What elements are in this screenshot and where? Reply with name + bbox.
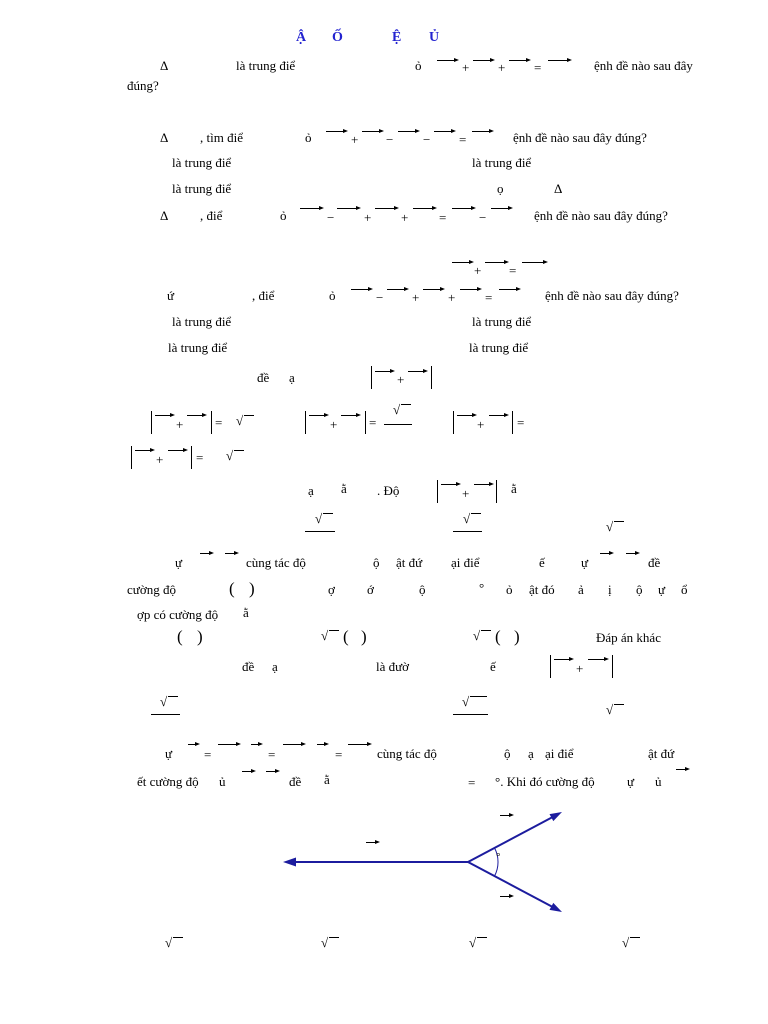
sqrt-symbol: √: [321, 628, 329, 643]
vector-arrow-icon: [188, 742, 200, 747]
text-fragment: ật đứ: [648, 746, 675, 761]
plus-sign: +: [364, 210, 372, 225]
vector-arrow-icon: [434, 129, 456, 134]
plus-sign: +: [412, 290, 420, 305]
vector-arrow-icon: [522, 260, 548, 265]
plus-sign: +: [156, 452, 164, 467]
abs-bar-left: [371, 366, 372, 389]
equals-sign: =: [439, 210, 447, 225]
sqrt-symbol: √: [226, 448, 234, 463]
text-fragment: ằ: [324, 772, 330, 787]
fraction-bar: [151, 714, 180, 715]
paren-close: ): [249, 579, 255, 598]
answer-option-text: là trung điể: [168, 340, 228, 355]
arrowhead-lower: [550, 903, 563, 912]
vector-arrow-icon: [341, 413, 361, 418]
text-fragment: , tìm điể: [200, 130, 243, 145]
vector-arrow-icon: [452, 260, 474, 265]
text-fragment: ự: [627, 774, 635, 789]
vector-arrow-icon: [200, 551, 214, 556]
abs-bar-left: [151, 411, 152, 434]
answer-option-text: là trung điể: [469, 340, 529, 355]
text-fragment: ự: [581, 555, 589, 570]
vector-arrow-icon: [242, 769, 256, 774]
text-fragment: ứ: [167, 288, 175, 303]
vector-arrow-icon: [408, 369, 428, 374]
equals-sign: =: [534, 60, 542, 75]
plus-sign: +: [462, 486, 470, 501]
plus-sign: +: [330, 417, 338, 432]
vector-arrow-icon: [135, 448, 155, 453]
arrowhead-upper: [550, 812, 563, 821]
text-fragment: ằ: [243, 605, 249, 620]
triangle-symbol: Δ: [160, 130, 169, 145]
answer-option-text: là trung điể: [172, 181, 232, 196]
vector-arrow-icon: [398, 129, 420, 134]
minus-sign: −: [423, 132, 431, 147]
minus-sign: −: [386, 132, 394, 147]
equals-sign: =: [509, 263, 517, 278]
vector-arrow-icon: [554, 657, 574, 662]
equals-sign: =: [335, 747, 343, 762]
text-fragment: ự: [165, 746, 173, 761]
degree-symbol: °: [479, 580, 485, 595]
fraction-bar: [305, 531, 335, 532]
vector-arrow-icon: [351, 287, 373, 292]
vector-arrow-icon: [460, 287, 482, 292]
paren-close: ): [361, 627, 367, 646]
paren-close: ): [197, 627, 203, 646]
equals-sign: =: [468, 775, 476, 790]
vector-arrow-icon: [348, 742, 372, 747]
text-fragment: ệnh đề nào sau đây: [594, 58, 693, 73]
equals-sign: =: [268, 747, 276, 762]
title-glyph: Ố: [332, 30, 343, 45]
vector-arrow-icon: [413, 206, 437, 211]
vector-arrow-icon: [266, 769, 280, 774]
vector-arrow-icon: [441, 482, 461, 487]
text-fragment: ỏ: [415, 58, 422, 73]
force-diagram: [270, 800, 580, 925]
text-fragment: đề: [648, 555, 661, 570]
plus-sign: +: [351, 132, 359, 147]
plus-sign: +: [474, 263, 482, 278]
sqrt-symbol: √: [315, 511, 323, 526]
sqrt-symbol: √: [463, 511, 471, 526]
sqrt-symbol: √: [606, 702, 614, 717]
sqrt-symbol: √: [236, 413, 244, 428]
vector-arrow-icon: [225, 551, 239, 556]
text-fragment: ằ: [511, 481, 517, 496]
vector-arrow-icon: [499, 287, 521, 292]
text-fragment: ị: [608, 582, 612, 597]
plus-sign: +: [498, 60, 506, 75]
vector-arrow-icon: [472, 129, 494, 134]
abs-bar-right: [612, 655, 613, 678]
text-fragment: ệnh đề nào sau đây đúng?: [534, 208, 668, 223]
text-fragment: đúng?: [127, 78, 159, 93]
text-fragment: đề: [289, 774, 302, 789]
text-fragment: ạ: [308, 483, 314, 498]
text-fragment: ộ: [504, 746, 511, 761]
vector-arrow-icon: [251, 742, 263, 747]
angle-degree-mark: °: [496, 851, 501, 863]
vector-arrow-icon: [485, 260, 509, 265]
text-fragment: ợp có cường độ: [137, 607, 219, 622]
vector-arrow-icon: [452, 206, 476, 211]
text-fragment: ự: [175, 555, 183, 570]
vector-arrow-icon: [626, 551, 640, 556]
text-fragment: ỏ: [506, 582, 513, 597]
abs-bar-right: [431, 366, 432, 389]
text-fragment: ạ: [272, 659, 278, 674]
abs-bar-right: [365, 411, 366, 434]
vector-arrow-icon: [337, 206, 361, 211]
text-fragment: , điể: [200, 208, 223, 223]
vector-arrow-icon: [588, 657, 609, 662]
plus-sign: +: [397, 372, 405, 387]
vector-arrow-icon: [366, 840, 380, 845]
plus-sign: +: [576, 661, 584, 676]
abs-bar-left: [453, 411, 454, 434]
sqrt-symbol: √: [321, 935, 329, 950]
vector-arrow-icon: [473, 58, 495, 63]
equals-sign: =: [204, 747, 212, 762]
minus-sign: −: [479, 210, 487, 225]
triangle-symbol: Δ: [160, 58, 169, 73]
triangle-symbol: Δ: [160, 208, 169, 223]
abs-bar-right: [512, 411, 513, 434]
text-fragment: ủ: [219, 774, 226, 789]
equals-sign: =: [369, 415, 377, 430]
text-fragment: ại điể: [451, 555, 480, 570]
paren-open: (: [343, 627, 349, 646]
text-fragment: ợ: [328, 582, 335, 597]
vector-arrow-icon: [500, 894, 514, 899]
text-fragment: ệnh đề nào sau đây đúng?: [513, 130, 647, 145]
vector-arrow-icon: [387, 287, 409, 292]
vector-arrow-icon: [548, 58, 572, 63]
title-glyph: Ậ: [296, 30, 307, 45]
text-fragment: ằ: [341, 481, 347, 496]
equals-sign: =: [196, 450, 204, 465]
vector-arrow-icon: [362, 129, 384, 134]
equals-sign: =: [459, 132, 467, 147]
text-fragment: ỏ: [280, 208, 287, 223]
answer-option-text: Đáp án khác: [596, 630, 661, 645]
text-fragment: đề: [257, 370, 270, 385]
answer-option-text: là trung điể: [472, 314, 532, 329]
title-glyph: Ủ: [429, 30, 440, 45]
sqrt-symbol: √: [160, 694, 168, 709]
plus-sign: +: [462, 60, 470, 75]
text-fragment: ỏ: [305, 130, 312, 145]
vector-arrow-icon: [155, 413, 175, 418]
sqrt-symbol: √: [473, 628, 481, 643]
abs-bar-left: [305, 411, 306, 434]
text-fragment: ại điể: [545, 746, 574, 761]
equals-sign: =: [215, 415, 223, 430]
sqrt-symbol: √: [462, 694, 470, 709]
equals-sign: =: [517, 415, 525, 430]
text-fragment: đề: [242, 659, 255, 674]
text-fragment: ộ: [636, 582, 643, 597]
plus-sign: +: [448, 290, 456, 305]
minus-sign: −: [327, 210, 335, 225]
abs-bar-right: [211, 411, 212, 434]
text-fragment: °. Khi đó cường độ: [495, 774, 595, 789]
answer-option-text: là trung điể: [472, 155, 532, 170]
text-fragment: ật đó: [529, 582, 555, 597]
text-fragment: ộ: [373, 555, 380, 570]
sqrt-symbol: √: [606, 519, 614, 534]
text-fragment: ự: [658, 582, 666, 597]
paren-close: ): [514, 627, 520, 646]
text-fragment: , điể: [252, 288, 275, 303]
title-glyph: Ệ: [392, 30, 402, 45]
vector-arrow-icon: [489, 413, 509, 418]
vector-arrow-icon: [509, 58, 531, 63]
vector-arrow-icon: [500, 813, 514, 818]
vector-arrow-icon: [309, 413, 329, 418]
text-fragment: là đườ: [376, 659, 410, 674]
force-line-lower: [468, 862, 556, 909]
vector-arrow-icon: [300, 206, 324, 211]
text-fragment: ả: [578, 582, 584, 597]
paren-open: (: [495, 627, 501, 646]
vector-arrow-icon: [600, 551, 614, 556]
vector-arrow-icon: [168, 448, 188, 453]
vector-arrow-icon: [491, 206, 513, 211]
text-fragment: ế: [490, 659, 496, 674]
text-fragment: ộ: [419, 582, 426, 597]
paren-open: (: [177, 627, 183, 646]
text-fragment: cường độ: [127, 582, 176, 597]
vector-arrow-icon: [474, 482, 494, 487]
answer-option-text: là trung điể: [172, 314, 232, 329]
vector-arrow-icon: [676, 767, 690, 772]
vector-arrow-icon: [326, 129, 348, 134]
sqrt-symbol: √: [622, 935, 630, 950]
fraction-bar: [453, 714, 488, 715]
force-line-upper: [468, 815, 556, 862]
plus-sign: +: [176, 417, 184, 432]
abs-bar-left: [550, 655, 551, 678]
text-fragment: ớ: [367, 582, 374, 597]
paren-open: (: [229, 579, 235, 598]
sqrt-symbol: √: [165, 935, 173, 950]
abs-bar-left: [131, 446, 132, 469]
text-fragment: ạ: [528, 746, 534, 761]
fraction-bar: [384, 424, 412, 425]
text-fragment: cùng tác độ: [246, 555, 306, 570]
vector-arrow-icon: [375, 369, 395, 374]
text-fragment: ủ: [655, 774, 662, 789]
text-fragment: ệnh đề nào sau đây đúng?: [545, 288, 679, 303]
vector-arrow-icon: [218, 742, 241, 747]
plus-sign: +: [477, 417, 485, 432]
vector-arrow-icon: [423, 287, 445, 292]
abs-bar-right: [496, 480, 497, 503]
equals-sign: =: [485, 290, 493, 305]
minus-sign: −: [376, 290, 384, 305]
vector-arrow-icon: [375, 206, 399, 211]
sqrt-symbol: √: [393, 402, 401, 417]
text-fragment: ết cường độ: [137, 774, 199, 789]
vector-arrow-icon: [457, 413, 477, 418]
fraction-bar: [453, 531, 482, 532]
text-fragment: ỏ: [329, 288, 336, 303]
vector-arrow-icon: [187, 413, 207, 418]
abs-bar-left: [437, 480, 438, 503]
sqrt-symbol: √: [469, 935, 477, 950]
vector-arrow-icon: [317, 742, 329, 747]
text-fragment: ế: [539, 555, 545, 570]
triangle-symbol: Δ: [554, 181, 563, 196]
text-fragment: cùng tác độ: [377, 746, 437, 761]
answer-option-text: ọ: [497, 181, 504, 196]
text-fragment: . Độ: [377, 483, 400, 498]
answer-option-text: là trung điể: [172, 155, 232, 170]
plus-sign: +: [401, 210, 409, 225]
abs-bar-right: [191, 446, 192, 469]
vector-arrow-icon: [283, 742, 306, 747]
text-fragment: ật đứ: [396, 555, 423, 570]
text-fragment: ổ: [681, 582, 688, 597]
vector-arrow-icon: [437, 58, 459, 63]
text-fragment: ạ: [289, 370, 295, 385]
arrowhead-left: [283, 858, 296, 867]
text-fragment: là trung điể: [236, 58, 296, 73]
